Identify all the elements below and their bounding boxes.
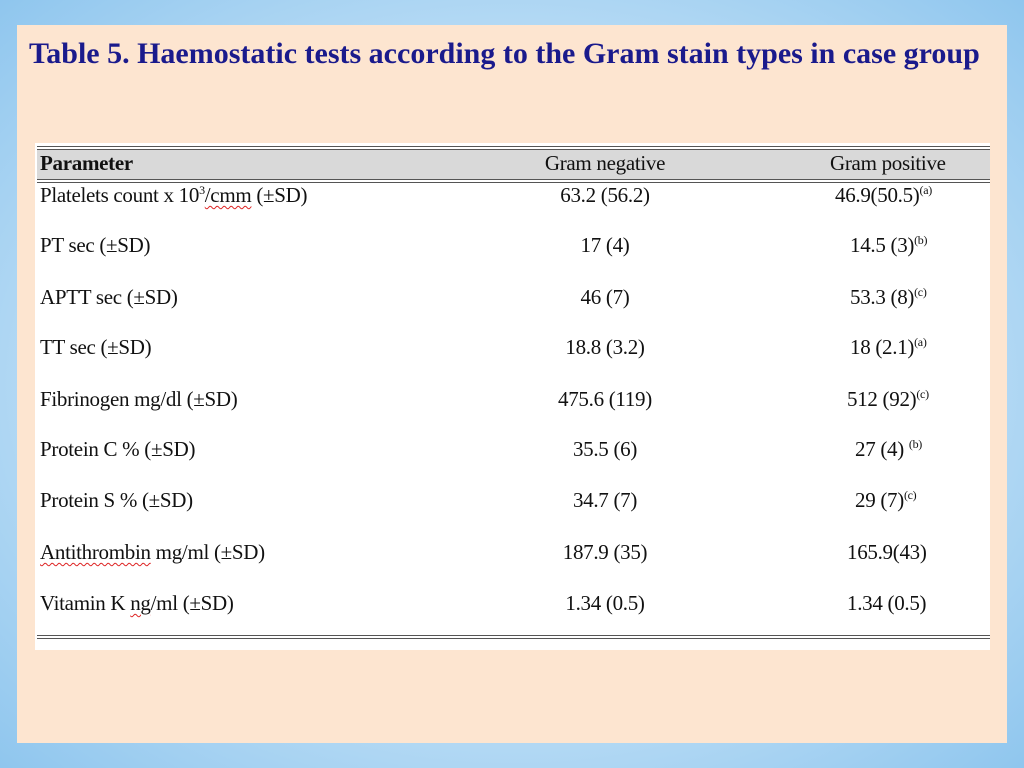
row-gram-positive — [847, 591, 926, 616]
row-gram-negative-value: 35.5 (6) — [572, 437, 638, 461]
row-gram-positive — [850, 233, 927, 258]
row-parameter — [40, 285, 178, 310]
parameter-text: APTT sec (±SD) — [40, 285, 178, 309]
row-parameter — [40, 183, 307, 208]
gram-positive-value: 512 (92) — [847, 387, 917, 411]
significance-marker: (b) — [908, 437, 922, 451]
row-parameter — [40, 540, 265, 565]
row-parameter — [40, 387, 237, 412]
row-gram-negative-value: 63.2 (56.2) — [560, 183, 650, 207]
significance-marker: (b) — [914, 233, 928, 247]
row-gram-negative-value: 1.34 (0.5) — [565, 591, 645, 615]
gram-positive-value: 29 (7) — [855, 488, 904, 512]
header-parameter: Parameter — [40, 151, 133, 175]
slide-title: Table 5. Haemostatic tests according to the Gram stain types in case group — [29, 37, 980, 70]
parameter-text: Protein S % (±SD) — [40, 488, 193, 512]
parameter-text: Vitamin K — [40, 591, 131, 615]
significance-marker: (c) — [916, 387, 929, 401]
row-gram-negative-value: 46 (7) — [580, 285, 630, 309]
parameter-superscript: 3 — [199, 183, 205, 197]
parameter-text: PT sec (±SD) — [40, 233, 151, 257]
parameter-spellcheck-text: ng — [130, 591, 151, 615]
row-gram-positive — [850, 335, 927, 360]
row-gram-negative-value: 18.8 (3.2) — [565, 335, 645, 359]
row-gram-positive — [855, 488, 916, 513]
row-parameter — [40, 437, 195, 462]
parameter-text: Platelets count x 10 — [40, 183, 200, 207]
parameter-text: Fibrinogen mg/dl (±SD) — [40, 387, 238, 411]
gram-positive-value: 1.34 (0.5) — [847, 591, 927, 615]
row-gram-positive — [835, 183, 932, 208]
header-gram-positive: Gram positive — [830, 151, 946, 175]
table-bottom-rule — [37, 635, 990, 636]
row-gram-positive — [855, 437, 922, 462]
table-bottom-rule-inner — [37, 638, 990, 639]
parameter-suffix: (±SD) — [251, 183, 308, 207]
significance-marker: (a) — [919, 183, 932, 197]
row-parameter — [40, 488, 193, 513]
row-parameter — [40, 591, 234, 616]
parameter-suffix: /ml (±SD) — [150, 591, 234, 615]
parameter-spellcheck-text: Antithrombin — [40, 540, 151, 564]
slide — [17, 25, 1007, 743]
gram-positive-value: 27 (4) — [855, 437, 909, 461]
gram-positive-value: 46.9(50.5) — [835, 183, 920, 207]
row-gram-positive — [850, 285, 927, 310]
row-gram-negative-value: 475.6 (119) — [558, 387, 652, 411]
row-gram-negative-value: 187.9 (35) — [562, 540, 648, 564]
row-gram-negative-value: 17 (4) — [580, 233, 630, 257]
parameter-spellcheck-text: /cmm — [204, 183, 252, 207]
table-header-rule — [37, 179, 990, 180]
table-top-rule-inner — [37, 149, 990, 150]
table-top-rule — [37, 146, 990, 147]
row-gram-positive — [847, 540, 927, 565]
gram-positive-value: 53.3 (8) — [850, 285, 915, 309]
row-parameter — [40, 335, 151, 360]
parameter-suffix: mg/ml (±SD) — [150, 540, 265, 564]
parameter-text: Protein C % (±SD) — [40, 437, 196, 461]
gram-positive-value: 165.9(43) — [847, 540, 927, 564]
row-parameter — [40, 233, 150, 258]
header-gram-negative: Gram negative — [544, 151, 666, 175]
significance-marker: (c) — [903, 488, 917, 502]
parameter-text: TT sec (±SD) — [40, 335, 152, 359]
gram-positive-value: 18 (2.1) — [850, 335, 915, 359]
row-gram-positive — [847, 387, 929, 412]
data-table — [35, 143, 990, 650]
gram-positive-value: 14.5 (3) — [850, 233, 915, 257]
significance-marker: (a) — [914, 335, 927, 349]
row-gram-negative-value: 34.7 (7) — [572, 488, 638, 512]
significance-marker: (c) — [914, 285, 927, 299]
